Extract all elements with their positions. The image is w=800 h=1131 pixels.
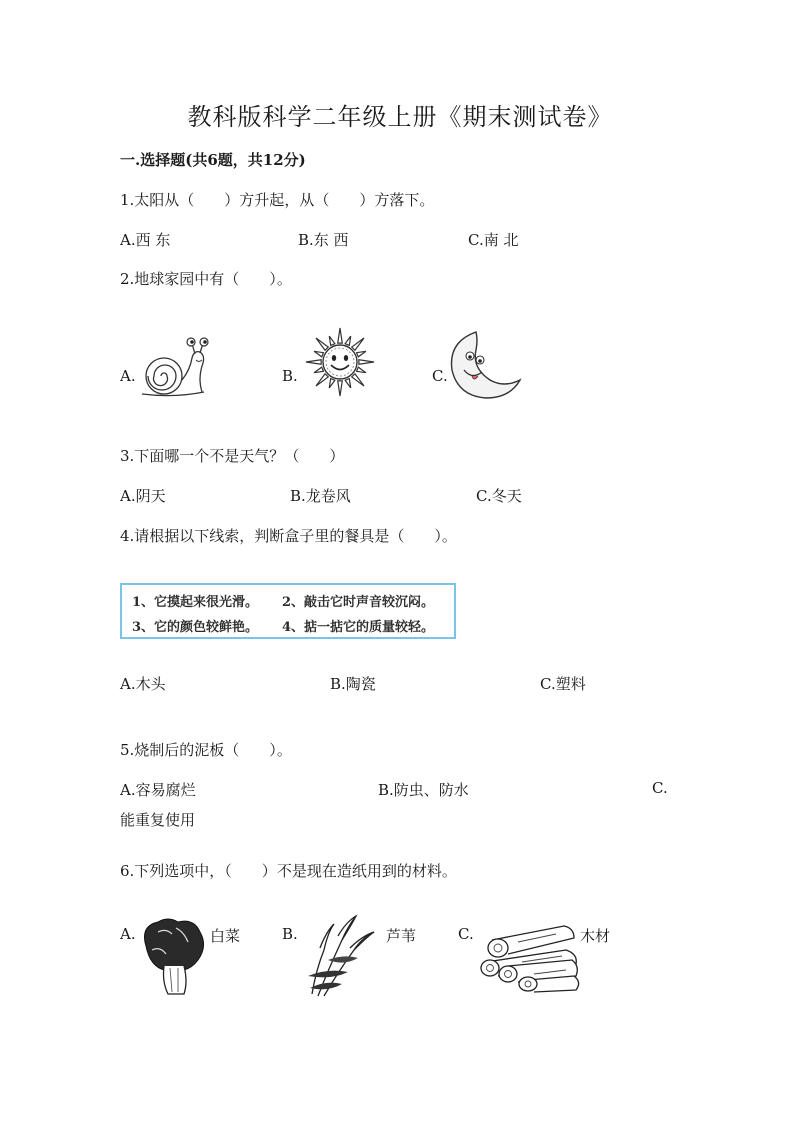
question-6-option-a: A. <box>120 925 136 943</box>
question-3-option-a: A.阴天 <box>120 487 166 505</box>
question-6-option-a-label: 白菜 <box>210 927 241 945</box>
clue-box <box>120 583 456 639</box>
question-6-option-b: B. <box>282 925 298 943</box>
clue-2: 2、敲击它时声音较沉闷。 <box>282 595 435 610</box>
moon-icon <box>446 330 522 400</box>
question-6-option-b-label: 芦苇 <box>386 927 417 945</box>
section-heading: 一.选择题(共6题，共12分) <box>120 151 306 169</box>
question-3-option-b: B.龙卷风 <box>290 487 351 505</box>
clue-1: 1、它摸起来很光滑。 <box>132 595 259 610</box>
sun-icon <box>304 326 376 398</box>
question-5-stem: 5.烧制后的泥板（ ）。 <box>120 741 292 759</box>
question-4-option-c: C.塑料 <box>540 675 586 693</box>
question-4-stem: 4.请根据以下线索，判断盒子里的餐具是（ ）。 <box>120 527 457 545</box>
question-1-stem: 1.太阳从（ ）方升起，从（ ）方落下。 <box>120 191 435 209</box>
question-1-option-b: B.东 西 <box>298 231 349 249</box>
page-title: 教科版科学二年级上册《期末测试卷》 <box>187 103 613 131</box>
clue-4: 4、掂一掂它的质量较轻。 <box>282 620 435 635</box>
logs-icon <box>478 920 582 992</box>
clue-3: 3、它的颜色较鲜艳。 <box>132 620 259 635</box>
question-3-stem: 3.下面哪一个不是天气？（ ） <box>120 447 345 465</box>
question-1-option-a: A.西 东 <box>120 231 171 249</box>
question-2-option-b: B. <box>282 367 298 385</box>
question-2-option-c: C. <box>432 367 448 385</box>
question-5-option-b: B.防虫、防水 <box>378 781 469 799</box>
question-5-option-a: A.容易腐烂 <box>120 781 196 799</box>
question-1-option-c: C.南 北 <box>468 231 519 249</box>
question-4-option-b: B.陶瓷 <box>330 675 376 693</box>
question-5-option-c: C. <box>652 779 668 797</box>
question-5-option-c-text: 能重复使用 <box>120 811 196 829</box>
question-3-option-c: C.冬天 <box>476 487 522 505</box>
question-2-option-a: A. <box>120 367 136 385</box>
reed-icon <box>298 910 382 1000</box>
snail-icon <box>138 336 210 398</box>
question-6-stem: 6.下列选项中，（ ）不是现在造纸用到的材料。 <box>120 862 457 880</box>
question-2-stem: 2.地球家园中有（ ）。 <box>120 270 292 288</box>
question-4-option-a: A.木头 <box>120 675 166 693</box>
question-6-option-c-label: 木材 <box>580 927 611 945</box>
cabbage-icon <box>138 916 210 998</box>
question-6-option-c: C. <box>458 925 474 943</box>
